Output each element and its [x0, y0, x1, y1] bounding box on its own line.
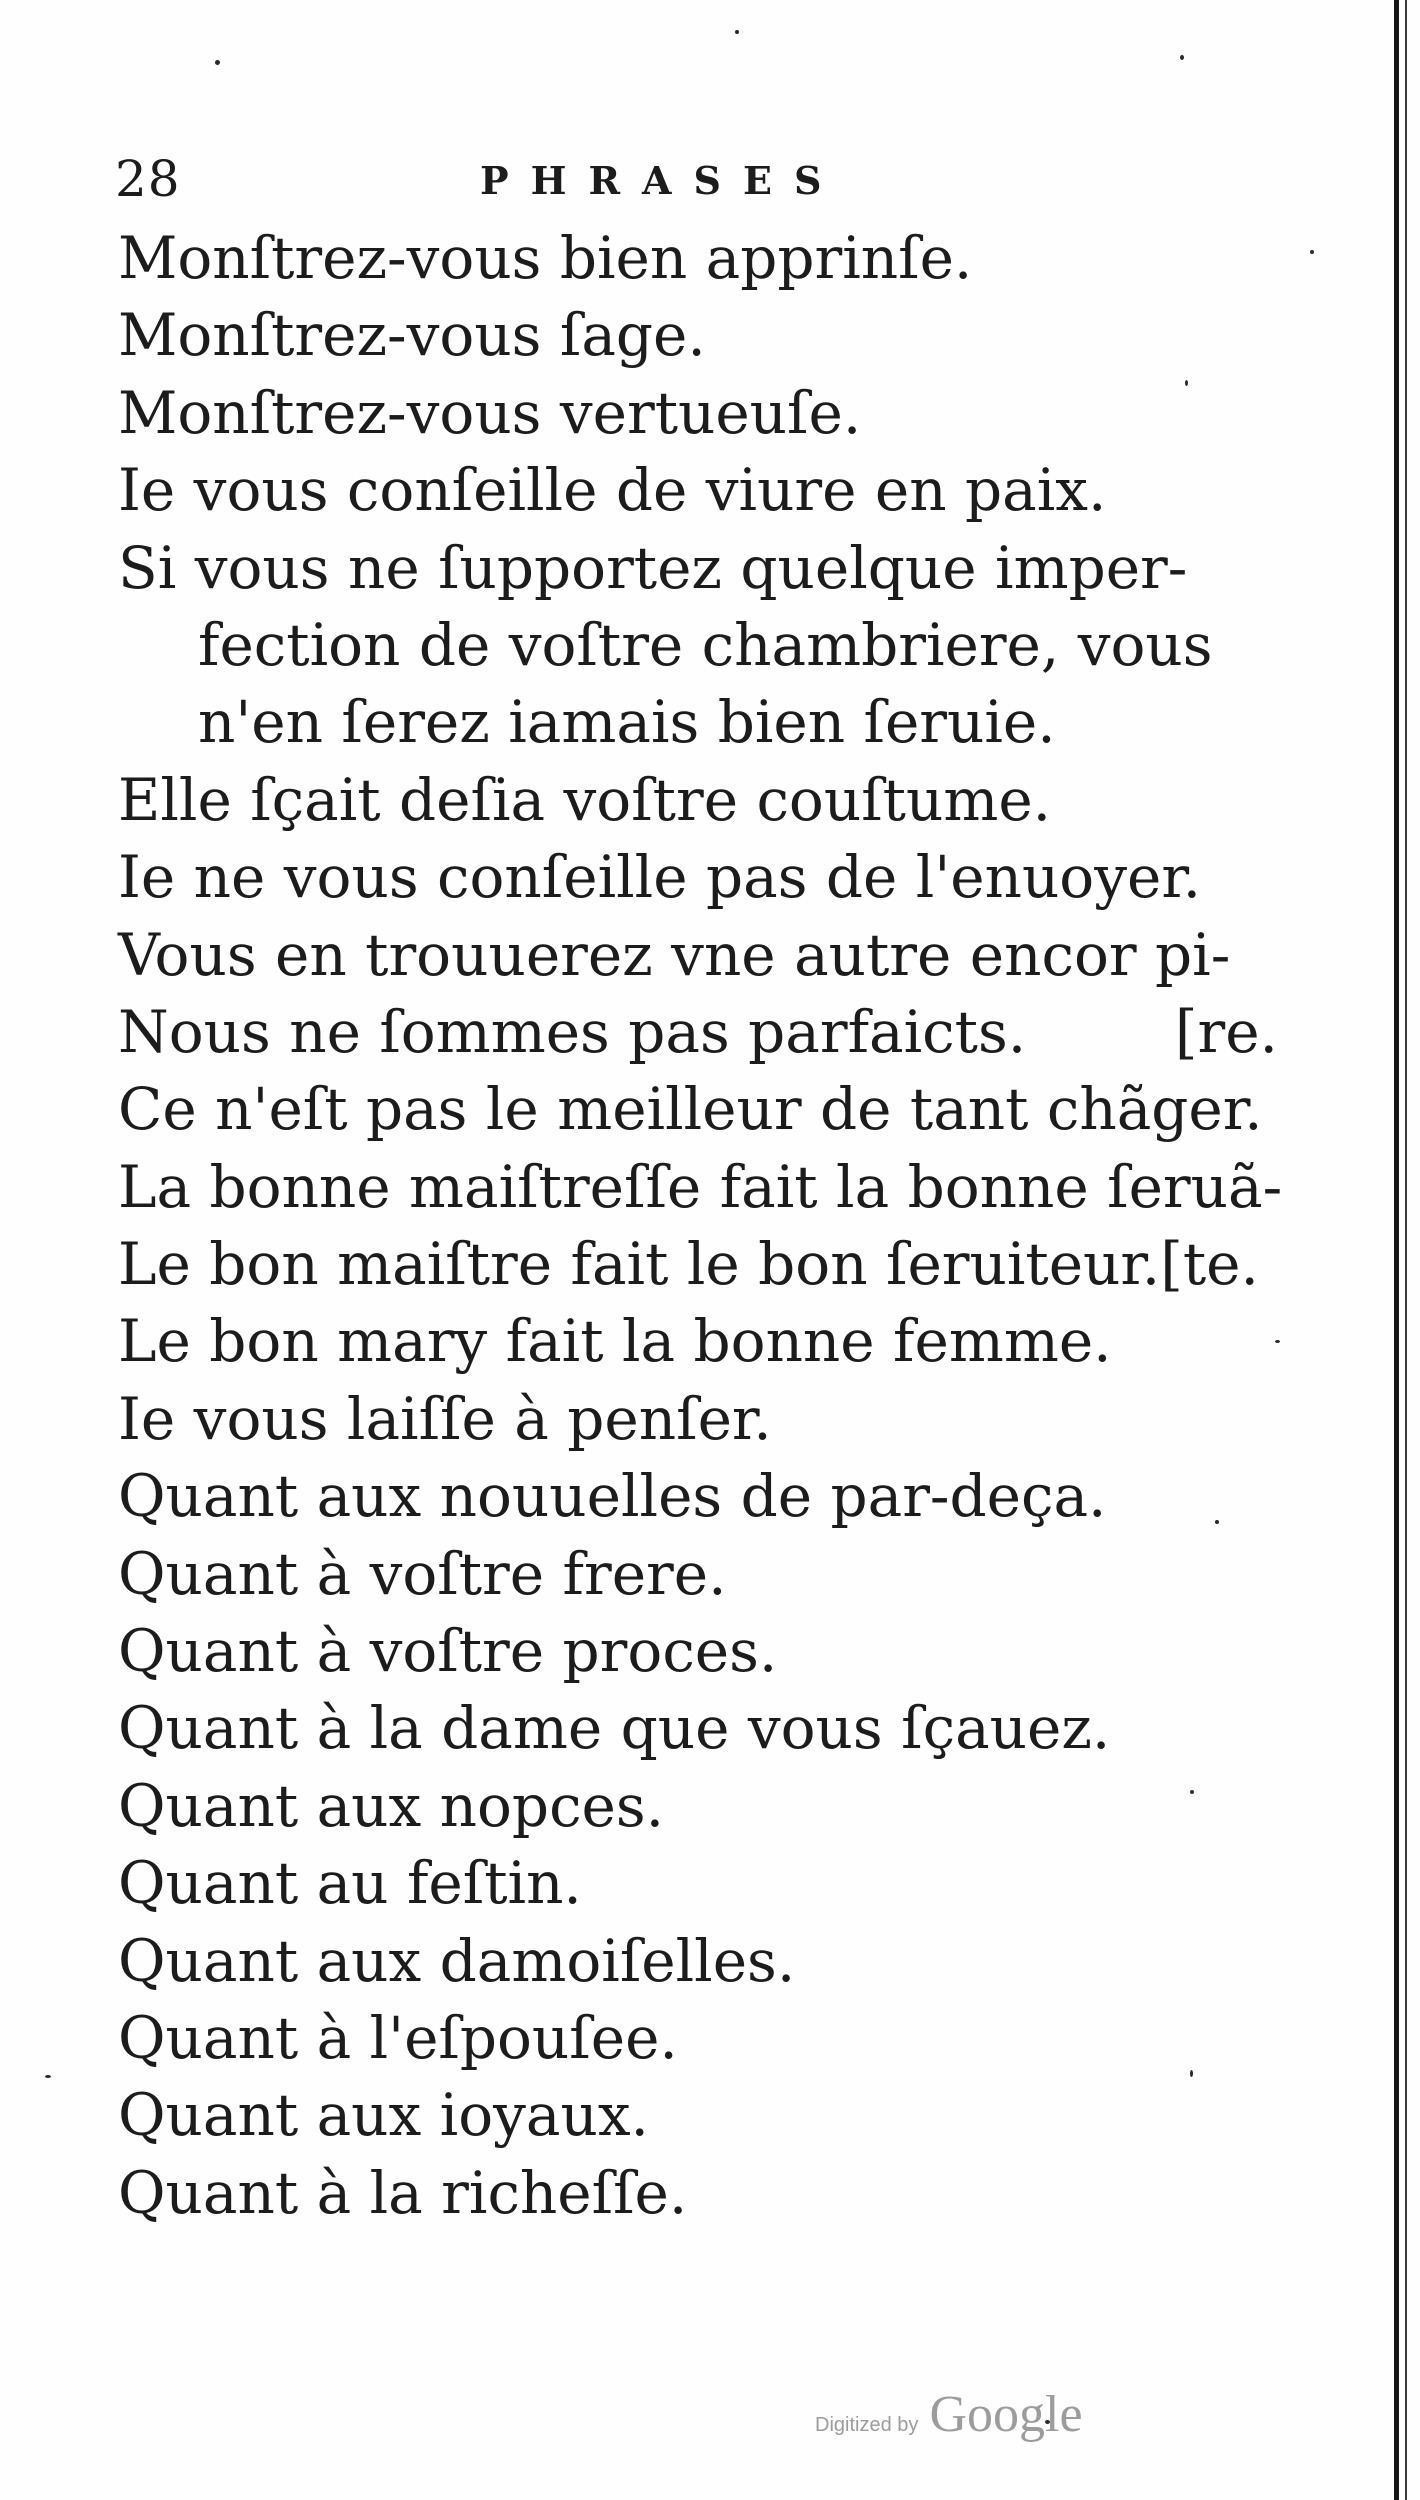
- print-speck: [1190, 2070, 1193, 2077]
- text-line: Quant à la dame que vous ſçauez.: [118, 1694, 1111, 1763]
- text-line: Ce n'eſt pas le meilleur de tant chãger.: [118, 1075, 1263, 1144]
- text-line: Quant aux nouuelles de par-deça.: [118, 1462, 1107, 1531]
- print-speck: [1180, 55, 1184, 60]
- text-line: n'en ſerez iamais bien ſeruie.: [198, 688, 1056, 757]
- text-line: Si vous ne ſupportez quelque imper-: [118, 533, 1188, 602]
- text-line: Quant à la richeſſe.: [118, 2158, 688, 2227]
- line-tail-fragment: [re.: [1174, 997, 1278, 1066]
- text-line: Le bon maiſtre fait le bon ſeruiteur.[te.: [118, 1230, 1259, 1299]
- print-speck: [215, 60, 220, 65]
- text-line: Vous en trouuerez vne autre encor pi-: [118, 920, 1231, 989]
- text-block: [118, 220, 1283, 2232]
- text-line: Le bon mary fait la bonne femme.: [118, 1307, 1112, 1376]
- text-line: Quant au feſtin.: [118, 1849, 582, 1918]
- text-line: Quant à voſtre frere.: [118, 1539, 727, 1608]
- text-line: Elle ſçait deſia voſtre couſtume.: [118, 765, 1052, 834]
- text-line: Ie vous conſeille de viure en paix.: [118, 456, 1107, 525]
- digitized-by-label: Digitized by: [815, 2414, 919, 2436]
- text-line: Quant aux nopces.: [118, 1771, 665, 1840]
- text-line: La bonne maiſtreſſe fait la bonne ſeruã-: [118, 1152, 1283, 1221]
- running-title: PHRASES: [480, 158, 844, 203]
- text-line-main: Nous ne ſommes pas parfaicts.: [118, 997, 1027, 1066]
- print-speck: [1215, 1520, 1219, 1524]
- text-line-with-tail: [118, 994, 1278, 1071]
- page-number: 28: [115, 150, 181, 208]
- page-edge-line: [1394, 0, 1399, 2500]
- print-speck: [1190, 1790, 1194, 1794]
- text-line: Ie vous laiſſe à penſer.: [118, 1384, 772, 1453]
- print-speck: [1275, 1340, 1280, 1343]
- print-speck: [1310, 250, 1314, 254]
- google-wordmark: Google: [929, 2386, 1083, 2443]
- print-speck: [1185, 380, 1188, 386]
- page-edge-line-thin: [1405, 0, 1407, 2500]
- print-speck: [735, 30, 739, 34]
- text-line: Monſtrez-vous ſage.: [118, 301, 706, 370]
- print-speck: [45, 2075, 51, 2078]
- text-line: Quant aux damoiſelles.: [118, 1926, 796, 1995]
- text-line: fection de voſtre chambriere, vous: [198, 610, 1213, 679]
- text-line: Quant aux ioyaux.: [118, 2081, 649, 2150]
- text-line: Ie ne vous conſeille pas de l'enuoyer.: [118, 843, 1202, 912]
- digitization-watermark: [815, 2385, 1083, 2455]
- text-line: Monſtrez-vous vertueuſe.: [118, 378, 862, 447]
- running-head: [115, 150, 1015, 220]
- text-line: Monſtrez-vous bien apprinſe.: [118, 224, 973, 292]
- text-line: Quant à voſtre proces.: [118, 1617, 778, 1686]
- text-line: Quant à l'eſpouſee.: [118, 2003, 678, 2072]
